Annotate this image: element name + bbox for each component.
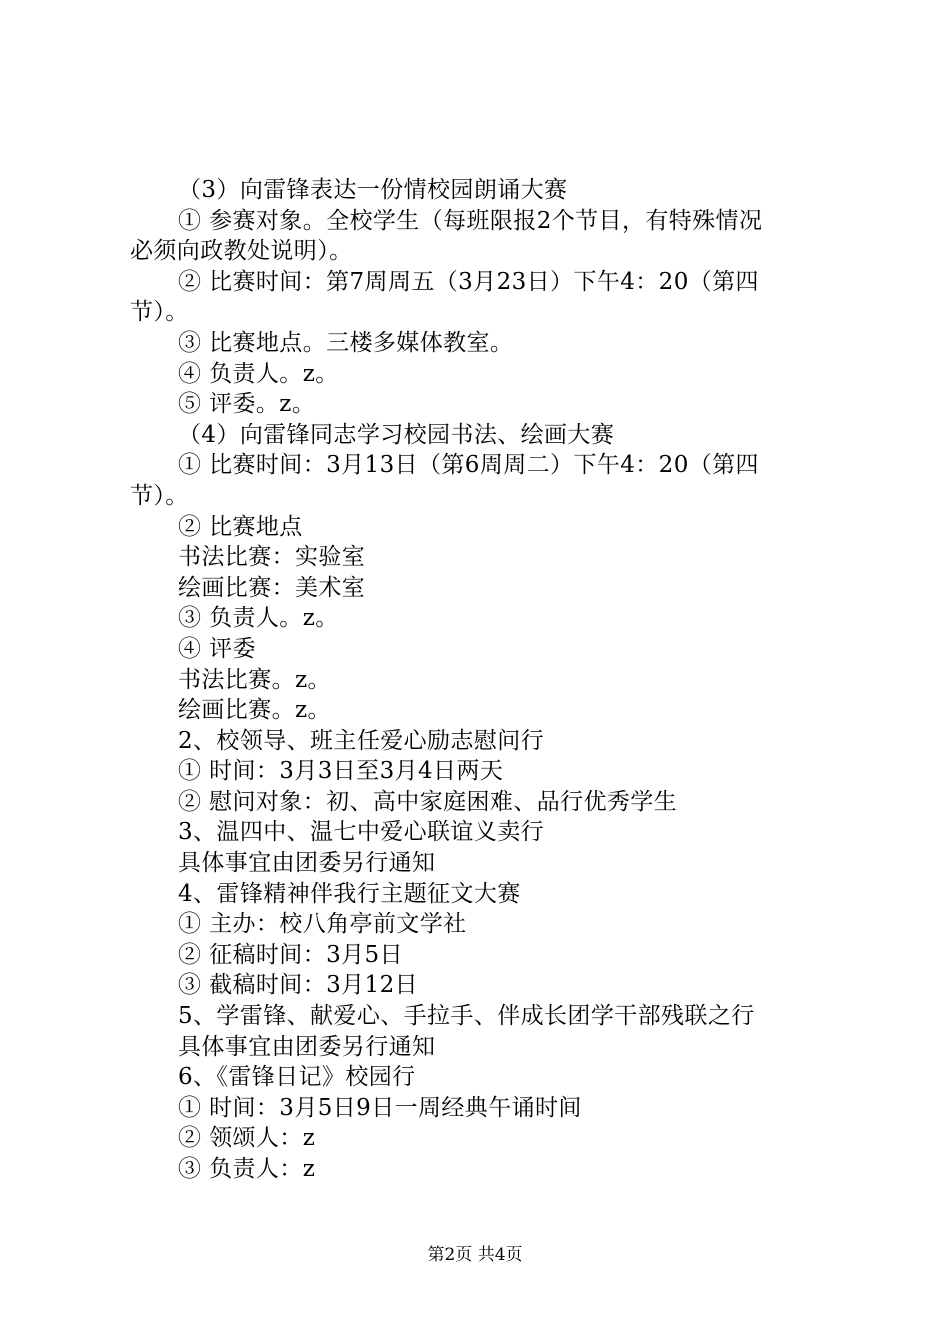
text-line: ④ 负责人。z。 <box>178 360 339 387</box>
text-line: 4、雷锋精神伴我行主题征文大赛 <box>178 880 521 907</box>
text-line: ④ 评委 <box>178 635 256 662</box>
text-line: ③ 负责人：z <box>178 1156 316 1182</box>
text-line: 节）。 <box>130 299 189 326</box>
text-line: 必须向政教处说明）。 <box>130 238 353 265</box>
text-line: ② 征稿时间：3月5日 <box>178 941 403 968</box>
text-line: 3、温四中、温七中爱心联谊义卖行 <box>178 819 545 846</box>
text-line: ③ 负责人。z。 <box>178 605 339 632</box>
text-line: 书法比赛：实验室 <box>178 544 366 571</box>
text-line: ⑤ 评委。z。 <box>178 391 316 418</box>
text-line: ② 领颂人：z <box>178 1125 316 1152</box>
text-line: ① 主办：校八角亭前文学社 <box>178 911 467 938</box>
text-line: 6、《雷锋日记》校园行 <box>178 1064 416 1091</box>
text-line: 具体事宜由团委另行通知 <box>178 1033 436 1060</box>
text-line: ② 比赛地点 <box>178 513 303 540</box>
text-line: ③ 比赛地点。三楼多媒体教室。 <box>178 329 514 356</box>
text-line: 节）。 <box>130 482 189 509</box>
text-line: 绘画比赛。z。 <box>178 697 331 724</box>
text-line: ① 比赛时间：3月13日（第6周周二）下午4：20（第四 <box>178 452 759 479</box>
text-line: ② 慰问对象：初、高中家庭困难、品行优秀学生 <box>178 788 678 815</box>
text-line: 绘画比赛：美术室 <box>178 574 366 601</box>
text-line: ③ 截稿时间：3月12日 <box>178 972 419 999</box>
text-line: ① 时间：3月3日至3月4日两天 <box>178 758 504 785</box>
text-line: 具体事宜由团委另行通知 <box>178 850 436 877</box>
text-line: （3）向雷锋表达一份情校园朗诵大赛 <box>178 177 568 203</box>
text-line: 书法比赛。z。 <box>178 666 331 693</box>
text-line: （4）向雷锋同志学习校园书法、绘画大赛 <box>178 421 615 448</box>
text-line: ② 比赛时间：第7周周五（3月23日）下午4：20（第四 <box>178 268 759 295</box>
text-line: 5、学雷锋、献爱心、手拉手、伴成长团学干部残联之行 <box>178 1003 755 1030</box>
page-footer: 第2页 共4页 <box>427 1245 523 1265</box>
document-body <box>130 175 830 1185</box>
text-line: ① 参赛对象。全校学生（每班限报2个节目，有特殊情况 <box>178 207 763 234</box>
text-line: 2、校领导、班主任爱心励志慰问行 <box>178 727 545 754</box>
text-line: ① 时间：3月5日9日一周经典午诵时间 <box>178 1094 582 1121</box>
